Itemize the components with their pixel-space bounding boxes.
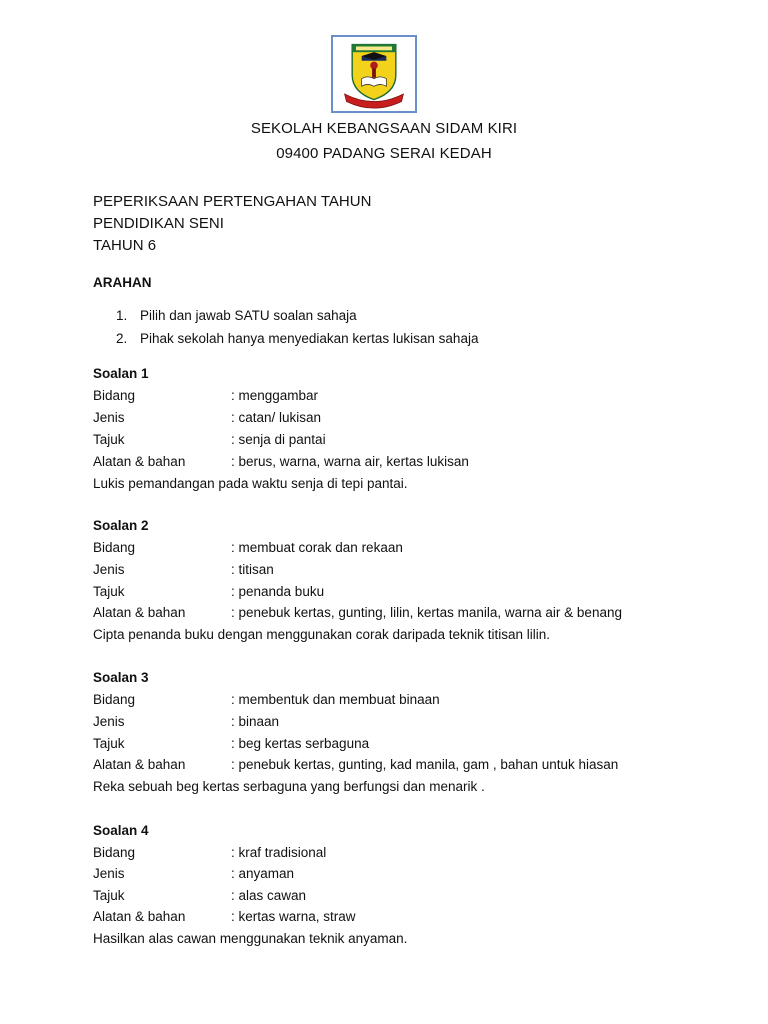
field-value: : membentuk dan membuat binaan — [231, 692, 440, 707]
school-logo — [331, 35, 417, 113]
field-label: Bidang — [93, 692, 136, 707]
question-task: Reka sebuah beg kertas serbaguna yang berfungsi dan menarik . — [93, 779, 485, 794]
instructions-heading: ARAHAN — [93, 275, 152, 290]
field-label: Tajuk — [93, 888, 125, 903]
field-value: : penebuk kertas, gunting, lilin, kertas manila, warna air & benang — [231, 605, 622, 620]
field-value: : membuat corak dan rekaan — [231, 540, 403, 555]
field-label: Bidang — [93, 845, 136, 860]
field-value: : penebuk kertas, gunting, kad manila, gam , bahan untuk hiasan — [231, 757, 619, 772]
field-value: : anyaman — [231, 866, 295, 881]
exam-title: PEPERIKSAAN PERTENGAHAN TAHUN — [93, 193, 372, 210]
instruction-item: Pihak sekolah hanya menyediakan kertas lukisan sahaja — [140, 331, 479, 346]
instruction-number: 2. — [116, 331, 128, 346]
exam-subject: PENDIDIKAN SENI — [93, 215, 224, 232]
school-address: 09400 PADANG SERAI KEDAH — [276, 145, 492, 162]
field-label: Bidang — [93, 540, 136, 555]
field-label: Jenis — [93, 866, 125, 881]
question-task: Lukis pemandangan pada waktu senja di tepi pantai. — [93, 476, 408, 491]
question-task: Hasilkan alas cawan menggunakan teknik anyaman. — [93, 931, 408, 946]
field-label: Jenis — [93, 410, 125, 425]
field-value: : titisan — [231, 562, 274, 577]
field-value: : menggambar — [231, 388, 319, 403]
field-value: : alas cawan — [231, 888, 307, 903]
field-label: Tajuk — [93, 584, 125, 599]
field-value: : berus, warna, warna air, kertas lukisan — [231, 454, 469, 469]
question-title: Soalan 2 — [93, 518, 149, 533]
field-label: Alatan & bahan — [93, 605, 186, 620]
field-value: : penanda buku — [231, 584, 325, 599]
school-name: SEKOLAH KEBANGSAAN SIDAM KIRI — [250, 120, 518, 137]
exam-year: TAHUN 6 — [93, 237, 157, 254]
field-label: Tajuk — [93, 432, 125, 447]
field-value: : senja di pantai — [231, 432, 326, 447]
question-title: Soalan 4 — [93, 823, 149, 838]
question-task: Cipta penanda buku dengan menggunakan corak daripada teknik titisan lilin. — [93, 627, 551, 642]
question-title: Soalan 3 — [93, 670, 149, 685]
school-crest-icon — [333, 37, 415, 111]
instruction-item: Pilih dan jawab SATU soalan sahaja — [140, 308, 357, 323]
field-label: Tajuk — [93, 736, 125, 751]
field-label: Jenis — [93, 562, 125, 577]
field-label: Bidang — [93, 388, 136, 403]
field-label: Alatan & bahan — [93, 757, 186, 772]
field-value: : kertas warna, straw — [231, 909, 356, 924]
field-label: Jenis — [93, 714, 125, 729]
field-value: : kraf tradisional — [231, 845, 327, 860]
field-value: : catan/ lukisan — [231, 410, 322, 425]
field-value: : beg kertas serbaguna — [231, 736, 370, 751]
field-label: Alatan & bahan — [93, 909, 186, 924]
field-value: : binaan — [231, 714, 280, 729]
question-title: Soalan 1 — [93, 366, 149, 381]
instruction-number: 1. — [116, 308, 128, 323]
field-label: Alatan & bahan — [93, 454, 186, 469]
